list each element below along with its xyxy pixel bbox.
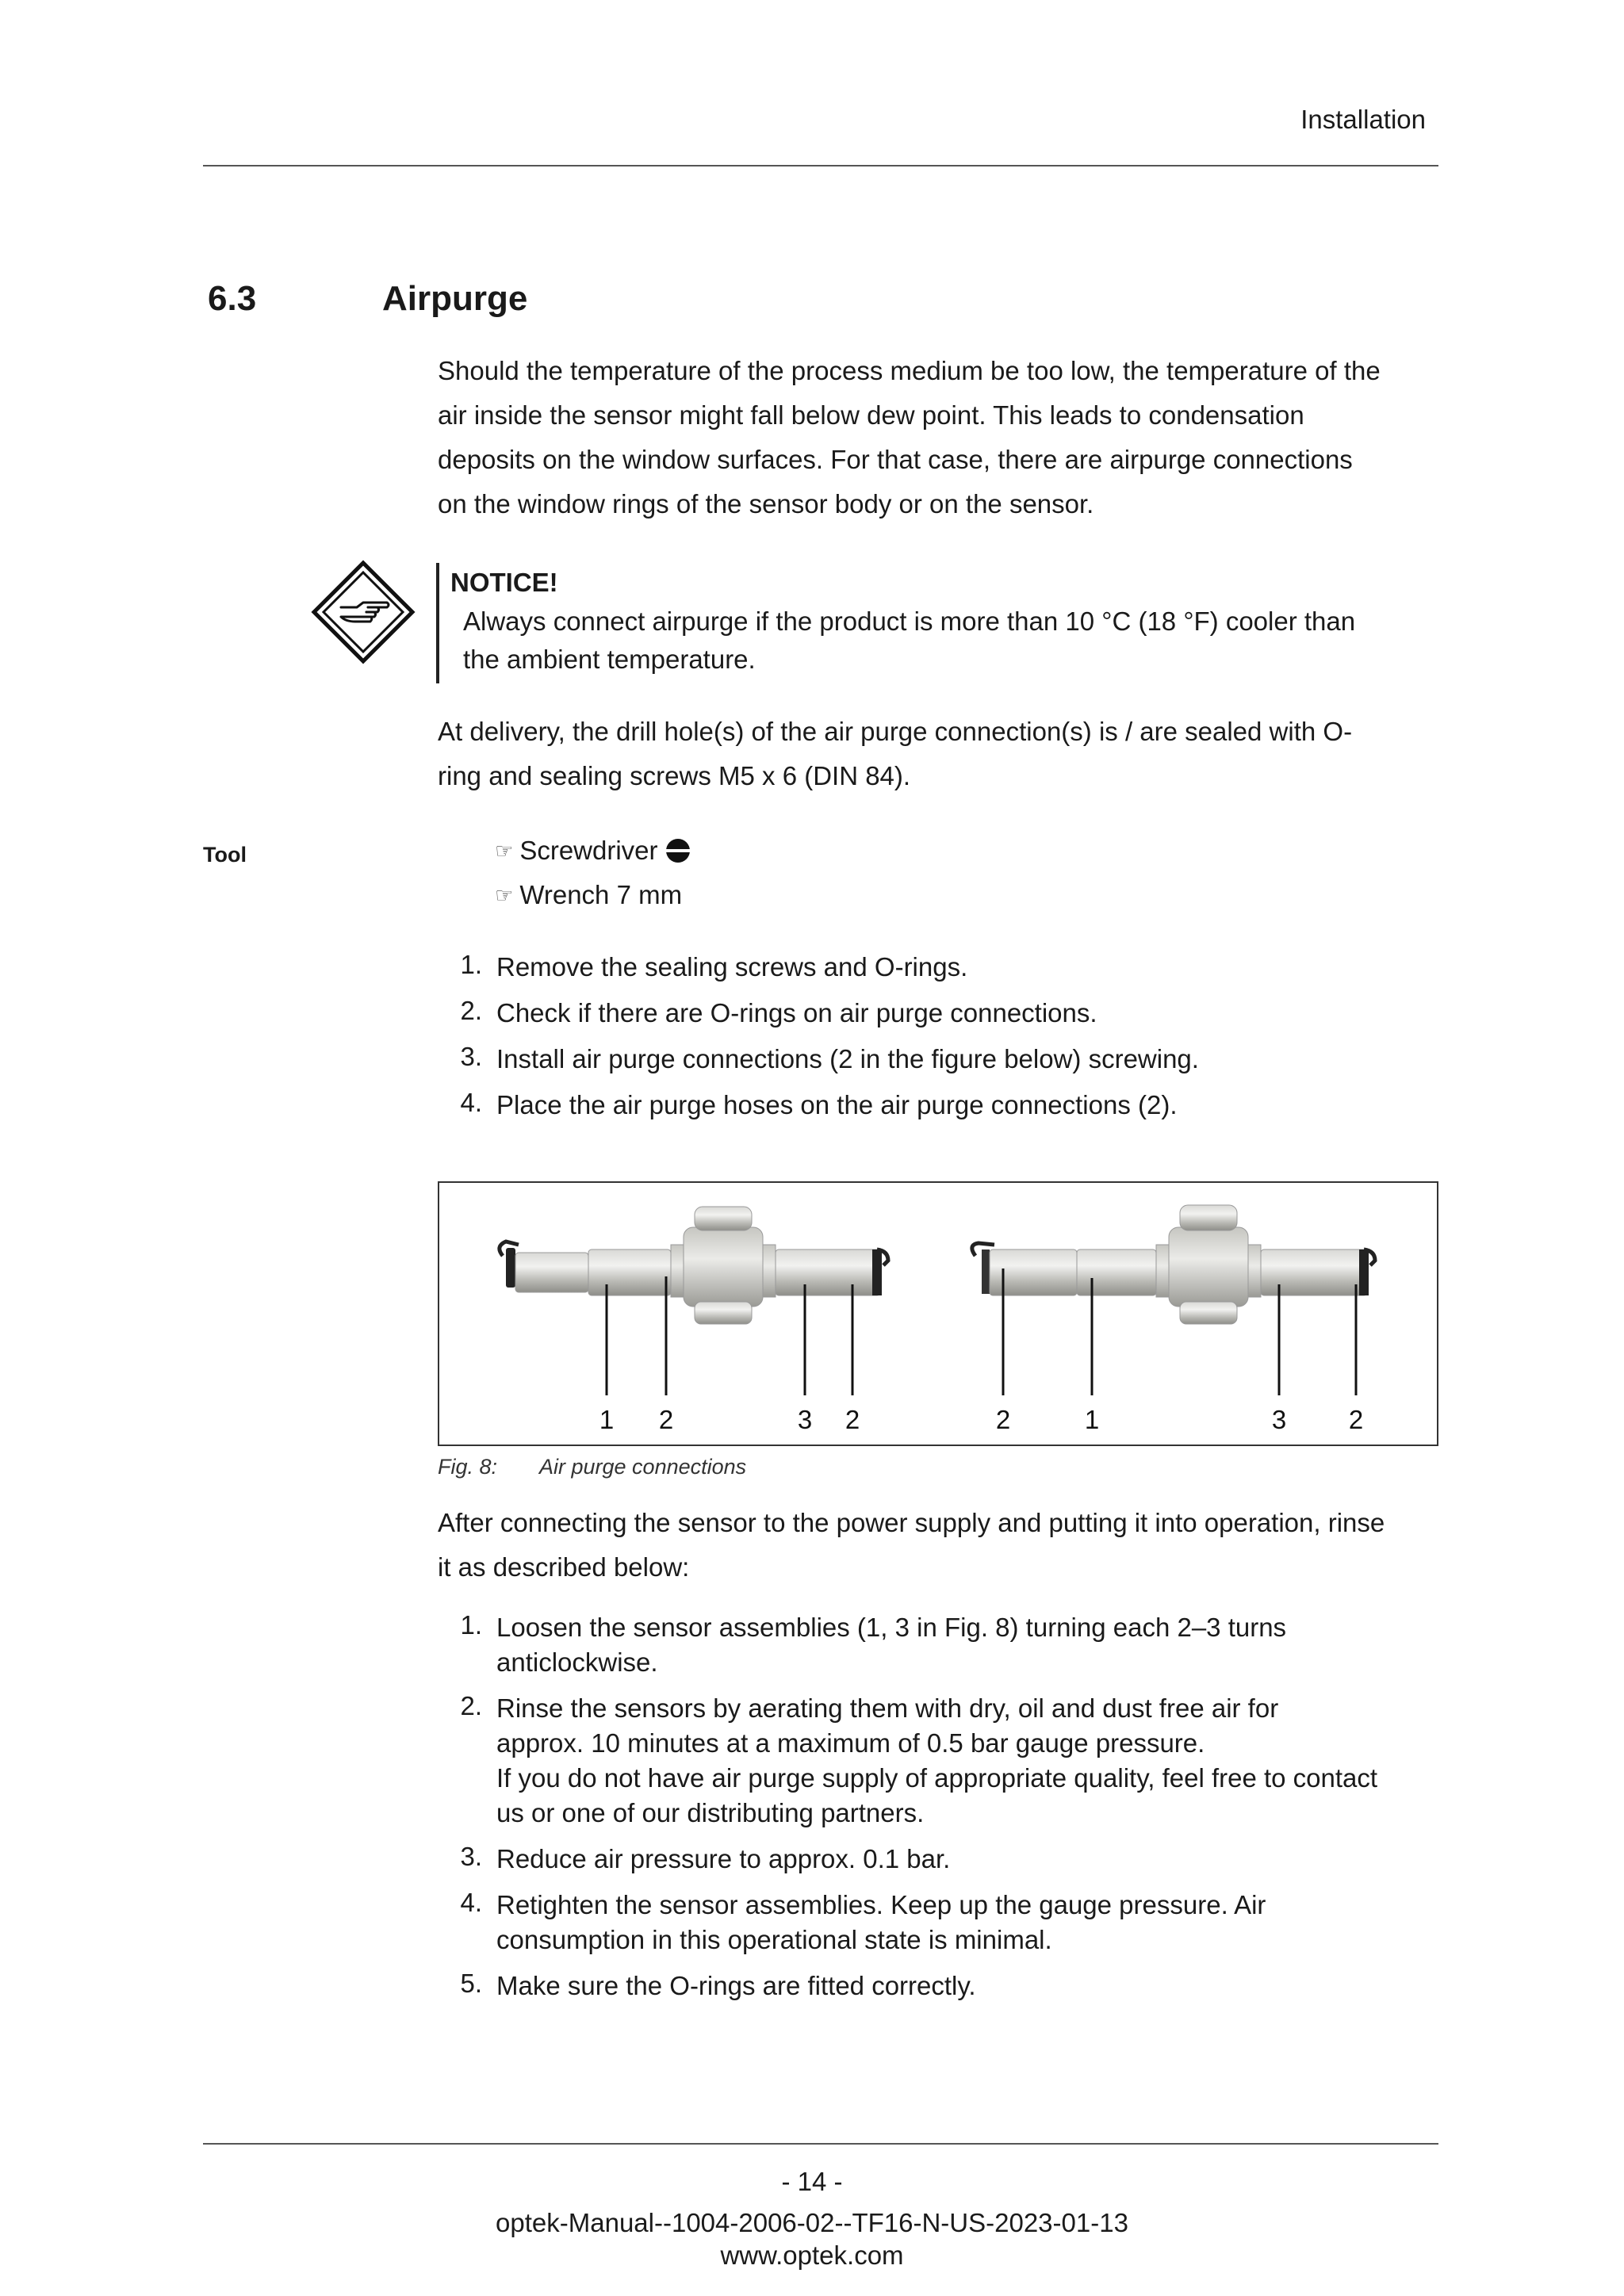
figure-caption-number: Fig. 8:: [438, 1455, 498, 1479]
right-sensor: [972, 1205, 1375, 1324]
delivery-paragraph: [438, 710, 1445, 798]
step-line: Reduce air pressure to approx. 0.1 bar.: [496, 1844, 951, 1873]
list-item: [438, 1610, 1445, 1680]
figure-caption-text: Air purge connections: [539, 1455, 747, 1479]
tool-item: [495, 880, 682, 910]
intro-line: on the window rings of the sensor body or on the sensor.: [438, 489, 1094, 519]
header-section-title: Installation: [1300, 105, 1426, 134]
callout-label: 1: [599, 1405, 615, 1434]
callout-label: 2: [845, 1405, 860, 1434]
after-paragraph: [438, 1501, 1445, 1590]
pointing-hand-icon: [311, 560, 416, 664]
step-line: approx. 10 minutes at a maximum of 0.5 bar gauge pressure.: [496, 1728, 1205, 1758]
notice-bar: [436, 563, 439, 683]
list-item: [438, 1888, 1445, 1957]
step-text: [496, 1969, 1445, 2003]
after-line: After connecting the sensor to the power supply and putting it into operation, rinse: [438, 1508, 1385, 1537]
step-text: Remove the sealing screws and O-rings.: [496, 952, 968, 982]
intro-line: air inside the sensor might fall below dew point. This leads to condensation: [438, 400, 1304, 430]
step-line: Loosen the sensor assemblies (1, 3 in Fig. 8) turning each 2–3 turns: [496, 1613, 1287, 1642]
left-sensor: [500, 1207, 888, 1324]
step-text: Check if there are O-rings on air purge connections.: [496, 998, 1097, 1027]
tool-label: Tool: [203, 843, 247, 867]
flat-screwdriver-icon: [665, 837, 691, 864]
step-number: 4.: [460, 1888, 482, 1917]
step-line: us or one of our distributing partners.: [496, 1798, 925, 1827]
callout-label: 2: [995, 1405, 1011, 1434]
step-number: 3.: [460, 1042, 482, 1071]
step-number: 1.: [460, 950, 482, 979]
section-title: Airpurge: [382, 279, 528, 318]
document-id: optek-Manual--1004-2006-02--TF16-N-US-2023-01-13: [496, 2208, 1128, 2237]
header-divider: [203, 165, 1438, 166]
callout-label: 1: [1084, 1405, 1100, 1434]
after-line: it as described below:: [438, 1552, 690, 1582]
list-item: [438, 1691, 1445, 1831]
callout-label: 2: [658, 1405, 674, 1434]
step-line: anticlockwise.: [496, 1647, 658, 1677]
rinse-steps: [438, 1610, 1445, 2003]
list-item: [438, 1088, 1445, 1123]
step-line: Make sure the O-rings are fitted correctly.: [496, 1971, 976, 2000]
callout-label: 2: [1348, 1405, 1364, 1434]
step-text: [496, 1888, 1445, 1957]
step-line: Retighten the sensor assemblies. Keep up the gauge pressure. Air: [496, 1890, 1266, 1919]
step-text: [496, 1842, 1445, 1877]
tool-item-label: Wrench 7 mm: [519, 880, 683, 909]
step-line: If you do not have air purge supply of appropriate quality, feel free to contact: [496, 1763, 1378, 1793]
step-number: 4.: [460, 1088, 482, 1117]
step-number: 1.: [460, 1610, 482, 1640]
air-purge-figure: [438, 1181, 1438, 1446]
delivery-line: At delivery, the drill hole(s) of the air purge connection(s) is / are sealed with O-: [438, 717, 1353, 746]
intro-paragraph: [438, 349, 1445, 526]
step-text: Place the air purge hoses on the air purge connections (2).: [496, 1090, 1178, 1119]
step-text: [496, 1691, 1445, 1831]
tool-item-label: Screwdriver: [519, 836, 658, 865]
tool-item: [495, 836, 691, 866]
step-number: 5.: [460, 1969, 482, 1998]
notice-line: Always connect airpurge if the product is more than 10 °C (18 °F) cooler than: [463, 607, 1356, 636]
list-item: [438, 1969, 1445, 2003]
website-link[interactable]: www.optek.com: [720, 2241, 904, 2270]
notice-text: [463, 603, 1438, 679]
step-text: Install air purge connections (2 in the figure below) screwing.: [496, 1044, 1199, 1073]
intro-line: deposits on the window surfaces. For that case, there are airpurge connections: [438, 445, 1353, 474]
delivery-line: ring and sealing screws M5 x 6 (DIN 84).: [438, 761, 911, 790]
pointing-hand-icon: ☞: [495, 882, 514, 907]
callout-label: 3: [797, 1405, 813, 1434]
install-steps: [438, 950, 1445, 1123]
list-item: [438, 1842, 1445, 1877]
footer-divider: [203, 2143, 1438, 2145]
step-text: [496, 1610, 1445, 1680]
step-line: Rinse the sensors by aerating them with dry, oil and dust free air for: [496, 1693, 1279, 1723]
page-number: - 14 -: [781, 2167, 843, 2196]
step-number: 2.: [460, 996, 482, 1025]
step-number: 3.: [460, 1842, 482, 1871]
notice-heading: NOTICE!: [450, 568, 558, 597]
sensor-photo: [439, 1183, 1437, 1445]
step-number: 2.: [460, 1691, 482, 1720]
notice-line: the ambient temperature.: [463, 645, 756, 674]
section-number: 6.3: [208, 279, 257, 318]
list-item: [438, 950, 1445, 985]
pointing-hand-icon: ☞: [495, 838, 514, 863]
list-item: [438, 996, 1445, 1031]
intro-line: Should the temperature of the process medium be too low, the temperature of the: [438, 356, 1381, 385]
callout-label: 3: [1271, 1405, 1287, 1434]
list-item: [438, 1042, 1445, 1077]
step-line: consumption in this operational state is minimal.: [496, 1925, 1052, 1954]
